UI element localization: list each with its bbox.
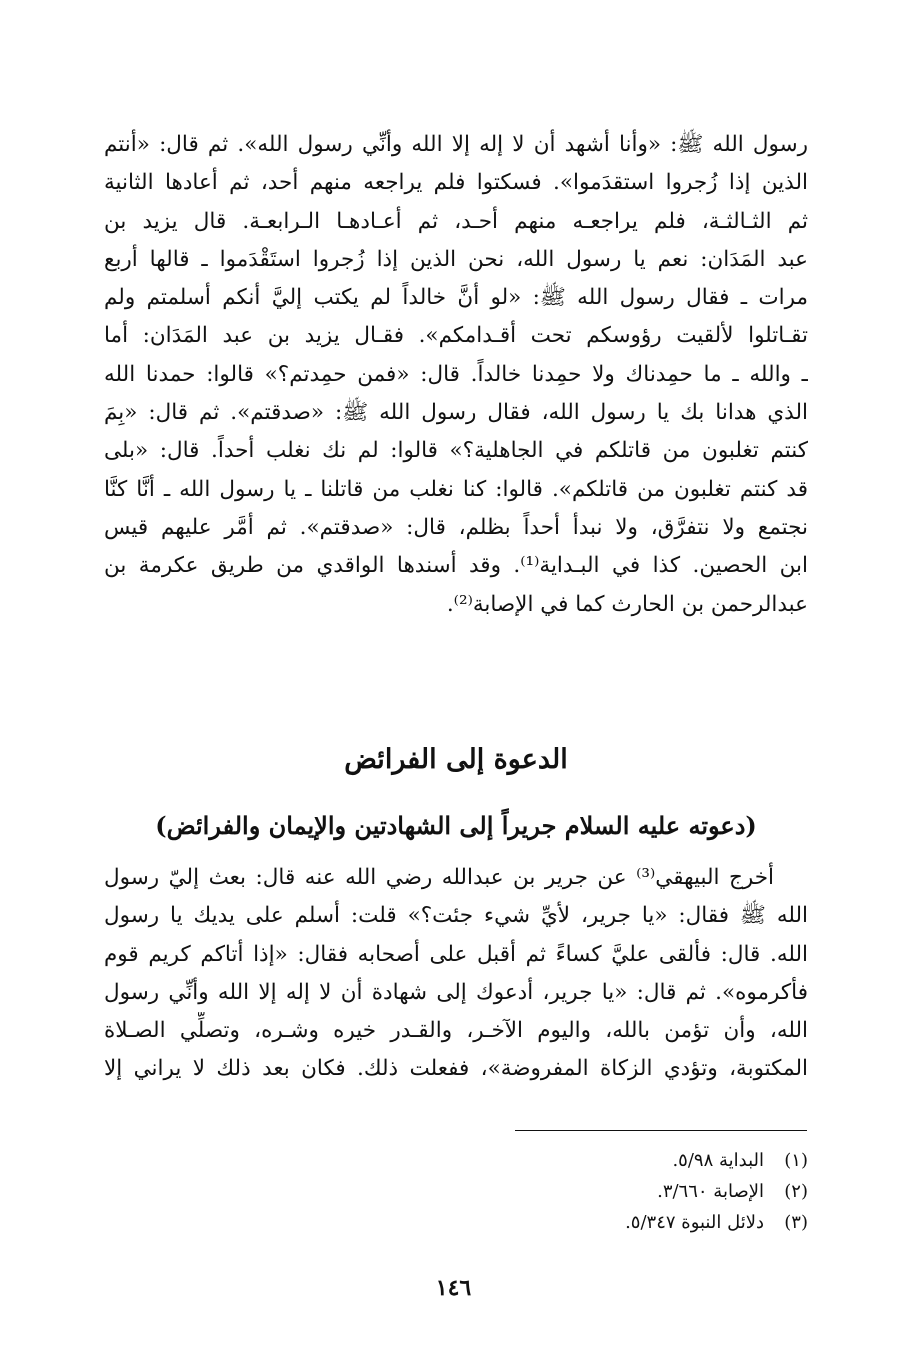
text-line: الله ﷺ فقال: «يا جرير، لأيِّ شيء جئت؟» قلت: أسلم على يديك يا رسول bbox=[104, 903, 808, 929]
text-line: عبد المَدَان: نعم يا رسول الله، نحن الذين إذا زُجروا استَقْدَموا ـ قالها أربع bbox=[104, 246, 808, 272]
footnote-number: (١) bbox=[784, 1150, 808, 1171]
text-line: فأكرموه». ثم قال: «يا جرير، أدعوك إلى شهادة أن لا إله إلا الله وأنِّي رسول bbox=[104, 979, 808, 1005]
second-paragraph bbox=[104, 859, 808, 1089]
footnote-number: (٣) bbox=[784, 1212, 808, 1233]
text-line: ـ والله ـ ما حمِدناك ولا حمِدنا خالداً. قال: «فمن حمِدتم؟» قالوا: حمدنا الله bbox=[104, 361, 808, 387]
text-line: نجتمع ولا نتفرَّق، ولا نبدأ أحداً بظلم، قال: «صدقتم». ثم أمَّر عليهم قيس bbox=[104, 514, 808, 540]
page-number: ١٤٦ bbox=[435, 1275, 472, 1301]
text-line: ثم الثـالثـة، فلم يراجعـه منهم أحـد، ثم أعـادهـا الـرابعـة. قال يزيد بن bbox=[104, 208, 808, 234]
section-heading: الدعوة إلى الفرائض bbox=[344, 744, 568, 775]
text-line: تقـاتلوا لألقيت رؤوسكم تحت أقـدامكم». فقـال يزيد بن عبد المَدَان: أما bbox=[104, 323, 808, 349]
text-line: أخرج البيهقي⁽³⁾ عن جرير بن عبدالله رضي الله عنه قال: بعث إليّ رسول bbox=[104, 865, 775, 890]
text-line: الذي هدانا بك يا رسول الله، فقال رسول الله ﷺ: «صدقتم». ثم قال: «بِمَ bbox=[104, 400, 808, 426]
footnotes bbox=[104, 1145, 808, 1238]
text-line: الله، وأن تؤمن بالله، واليوم الآخـر، والقـدر خيره وشـره، وتصلِّي الصـلاة bbox=[104, 1018, 808, 1044]
section-subheading: (دعوته عليه السلام جريراً إلى الشهادتين والإيمان والفرائض) bbox=[155, 811, 757, 840]
footnote-divider bbox=[515, 1130, 807, 1131]
main-paragraph bbox=[104, 126, 808, 624]
footnote-item bbox=[104, 1145, 808, 1176]
footnote-text: الإصابة ٣/٦٦٠. bbox=[657, 1181, 764, 1202]
text-line: عبدالرحمن بن الحارث كما في الإصابة⁽²⁾. bbox=[446, 591, 808, 617]
footnote-item bbox=[104, 1207, 808, 1238]
text-line: الذين إذا زُجروا استقدَموا». فسكتوا فلم يراجعه منهم أحد، ثم أعادها الثانية bbox=[104, 170, 808, 196]
text-line: قد كنتم تغلبون من قاتلكم». قالوا: كنا نغلب من قاتلنا ـ يا رسول الله ـ أنَّا كنَّا bbox=[104, 476, 808, 502]
text-line: ابن الحصين. كذا في البـداية⁽¹⁾. وقد أسندها الواقدي من طريق عكرمة بن bbox=[104, 553, 808, 579]
text-line: رسول الله ﷺ: «وأنا أشهد أن لا إله إلا الله وأنِّي رسول الله». ثم قال: «أنتم bbox=[104, 132, 808, 157]
text-line: كنتم تغلبون من قاتلكم في الجاهلية؟» قالوا: لم نك نغلب أحداً. قال: «بلى bbox=[104, 438, 808, 464]
footnote-text: البداية ٥/٩٨. bbox=[672, 1150, 764, 1171]
footnote-text: دلائل النبوة ٥/٣٤٧. bbox=[625, 1212, 764, 1233]
footnote-item bbox=[104, 1176, 808, 1207]
text-line: الله. قال: فألقى عليَّ كساءً ثم أقبل على أصحابه فقال: «إذا أتاكم كريم قوم bbox=[104, 941, 808, 967]
text-line: مرات ـ فقال رسول الله ﷺ: «لو أنَّ خالداً لم يكتب إليَّ أنكم أسلمتم ولم bbox=[104, 285, 808, 311]
footnote-number: (٢) bbox=[784, 1181, 808, 1202]
text-line: المكتوبة، وتؤدي الزكاة المفروضة»، ففعلت ذلك. فكان بعد ذلك لا يراني إلا bbox=[104, 1056, 808, 1082]
